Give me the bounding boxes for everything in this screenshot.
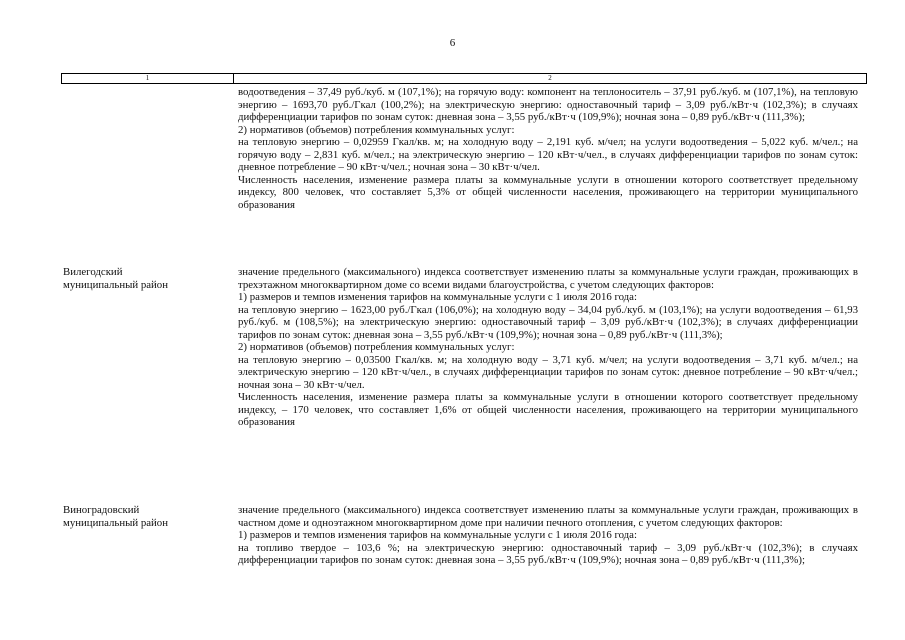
- paragraph: на тепловую энергию – 1623,00 руб./Гкал (106,0%); на холодную воду – 34,04 руб./куб. м (103,1%); на услуги водоотведения – 61,93 руб./куб. м (108,5%); на электрическую энергию: одноставочный тариф – 3,09 руб./кВт·ч (102,3%); в случаях дифференциации тарифов по зонам суток: дневная зона – 3,55 руб./кВт·ч (109,9%); ночная зона – 0,89 руб./кВт·ч (111,3%);: [238, 303, 858, 341]
- paragraph: 1) размеров и темпов изменения тарифов на коммунальные услуги с 1 июля 2016 года:: [238, 529, 637, 541]
- paragraph: 2) нормативов (объемов) потребления коммунальных услуг:: [238, 341, 515, 353]
- paragraph: Численность населения, изменение размера платы за коммунальные услуги в отношении которого соответствует предельному индексу, – 170 человек, что составляет 1,6% от общей численности населения, проживающего на территории муниципального образования: [238, 391, 858, 428]
- district-text-vinogradovsky: [238, 504, 858, 567]
- paragraph: на тепловую энергию – 0,03500 Гкал/кв. м; на холодную воду – 3,71 куб. м/чел; на услуги водоотведения – 3,71 куб. м/чел.; на электрическую энергию – 120 кВт·ч/чел., в случаях дифференциации тарифов по зонам суток: дневное потребление – 90 кВт·ч/чел.; ночная зона – 30 кВт·ч/чел.: [238, 353, 858, 391]
- district-name-line: Вилегодский: [63, 266, 123, 278]
- table-header-col1: 1: [62, 74, 234, 83]
- table-header-row: [61, 73, 867, 84]
- table-header-col2: 2: [548, 74, 552, 82]
- paragraph: 2) нормативов (объемов) потребления коммунальных услуг:: [238, 123, 515, 136]
- district-name-line: муниципальный район: [63, 516, 168, 529]
- district-name-line: Виноградовский: [63, 504, 140, 516]
- district-name-vinogradovsky: [63, 504, 228, 529]
- paragraph: значение предельного (максимального) индекса соответствует изменению платы за коммунальные услуги граждан, проживающих в частном доме и одноэтажном многоквартирном доме при наличии печного отопления, с учетом следующих факторов:: [238, 504, 858, 529]
- paragraph: значение предельного (максимального) индекса соответствует изменению платы за коммунальные услуги граждан, проживающих в трехэтажном многоквартирном доме со всеми видами благоустройства, с учетом следующих факторов:: [238, 266, 858, 291]
- paragraph: на тепловую энергию – 0,02959 Гкал/кв. м; на холодную воду – 2,191 куб. м/чел; на услуги водоотведения – 5,022 куб. м/чел.; на горячую воду – 2,831 куб. м/чел.; на электрическую энергию – 120 кВт·ч/чел., в случаях дифференциации тарифов по зонам суток: дневное потребление – 90 кВт·ч/чел.; ночная зона – 30 кВт·ч/чел.: [238, 136, 858, 173]
- paragraph: водоотведения – 37,49 руб./куб. м (107,1%); на горячую воду: компонент на теплоноситель – 37,91 руб./куб. м (107,1%), на тепловую энергию – 1693,70 руб./Гкал (100,2%); на электрическую энергию: одноставочный тариф – 3,09 руб./кВт·ч (102,3%); в случаях дифференциации тарифов по зонам суток: дневная зона – 3,55 руб./кВт·ч (109,9%); ночная зона – 0,89 руб./кВт·ч (111,3%);: [238, 86, 858, 123]
- paragraph: на топливо твердое – 103,6 %; на электрическую энергию: одноставочный тариф – 3,09 руб./кВт·ч (102,3%); в случаях дифференциации тарифов по зонам суток: дневная зона – 3,55 руб./кВт·ч (109,9%); ночная зона – 0,89 руб./кВт·ч (111,3%);: [238, 541, 858, 566]
- page-number: 6: [449, 37, 456, 49]
- paragraph: 1) размеров и темпов изменения тарифов на коммунальные услуги с 1 июля 2016 года:: [238, 291, 637, 303]
- paragraph: Численность населения, изменение размера платы за коммунальные услуги в отношении которого соответствует предельному индексу, 800 человек, что составляет 5,3% от общей численности населения, проживающего на территории муниципального образования: [238, 173, 858, 211]
- district-name-vilegodsky: [63, 266, 228, 291]
- continued-row-text: [238, 86, 858, 211]
- district-text-vilegodsky: [238, 266, 858, 429]
- district-name-line: муниципальный район: [63, 278, 168, 291]
